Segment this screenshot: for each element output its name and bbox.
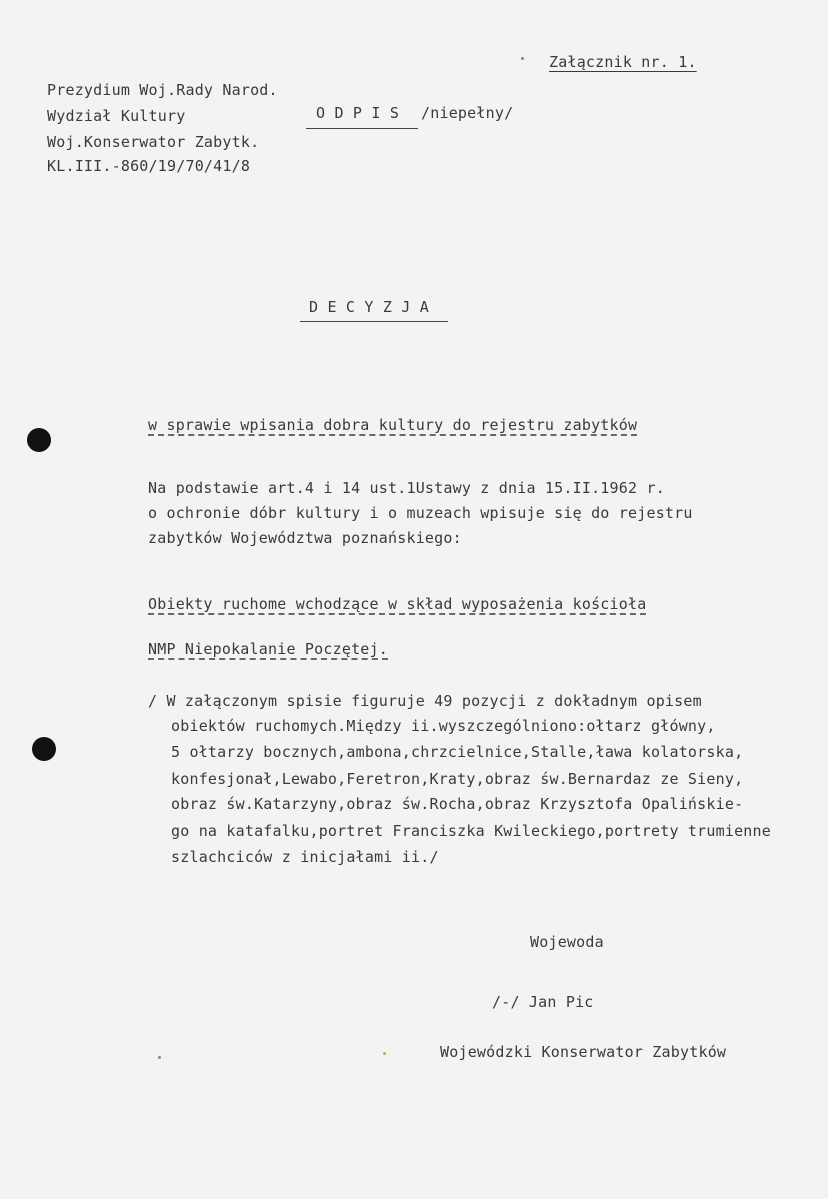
title-underline: [300, 321, 448, 322]
signature-office: Wojewódzki Konserwator Zabytków: [440, 1043, 727, 1061]
punch-hole-top: [27, 428, 51, 452]
institution-line: Wydział Kultury: [47, 107, 186, 125]
annotation-line: obraz św.Katarzyny,obraz św.Rocha,obraz Krzysztofa Opalińskie-: [171, 795, 744, 813]
institution-line: Prezydium Woj.Rady Narod.: [47, 81, 278, 99]
legal-basis-line: o ochronie dóbr kultury i o muzeach wpisuje się do rejestru: [148, 504, 693, 522]
subject-line: w sprawie wpisania dobra kultury do rejestru zabytków: [148, 416, 638, 434]
annotation-line: szlachciców z inicjałami ii./: [171, 848, 439, 866]
speck: [521, 57, 524, 60]
copy-label-underline: [306, 128, 418, 129]
punch-hole-bottom: [32, 737, 56, 761]
speck: [383, 1052, 386, 1055]
annotation-line: obiektów ruchomych.Między ii.wyszczególniono:ołtarz główny,: [171, 717, 716, 735]
object-line: Obiekty ruchome wchodzące w skład wyposażenia kościoła: [148, 595, 647, 613]
signature-name: /-/ Jan Pic: [492, 993, 594, 1011]
annotation-line: go na katafalku,portret Franciszka Kwileckiego,portrety trumienne: [171, 822, 771, 840]
legal-basis-line: Na podstawie art.4 i 14 ust.1Ustawy z dnia 15.II.1962 r.: [148, 479, 665, 497]
legal-basis-line: zabytków Województwa poznańskiego:: [148, 529, 462, 547]
copy-label: O D P I S: [316, 104, 400, 122]
signature-role: Wojewoda: [530, 933, 604, 951]
document-title: D E C Y Z J A: [309, 298, 429, 316]
speck: [158, 1056, 161, 1059]
institution-line: Woj.Konserwator Zabytk.: [47, 133, 260, 151]
annotation-line: / W załączonym spisie figuruje 49 pozycji z dokładnym opisem: [148, 692, 702, 710]
annotation-line: 5 ołtarzy bocznych,ambona,chrzcielnice,Stalle,ława kolatorska,: [171, 743, 744, 761]
attachment-label: Załącznik nr. 1.: [549, 53, 697, 71]
object-line: NMP Niepokalanie Poczętej.: [148, 640, 388, 658]
annotation-line: konfesjonał,Lewabo,Feretron,Kraty,obraz św.Bernardaz ze Sieny,: [171, 770, 744, 788]
copy-note: /niepełny/: [421, 104, 514, 122]
case-number: KL.III.-860/19/70/41/8: [47, 157, 251, 175]
